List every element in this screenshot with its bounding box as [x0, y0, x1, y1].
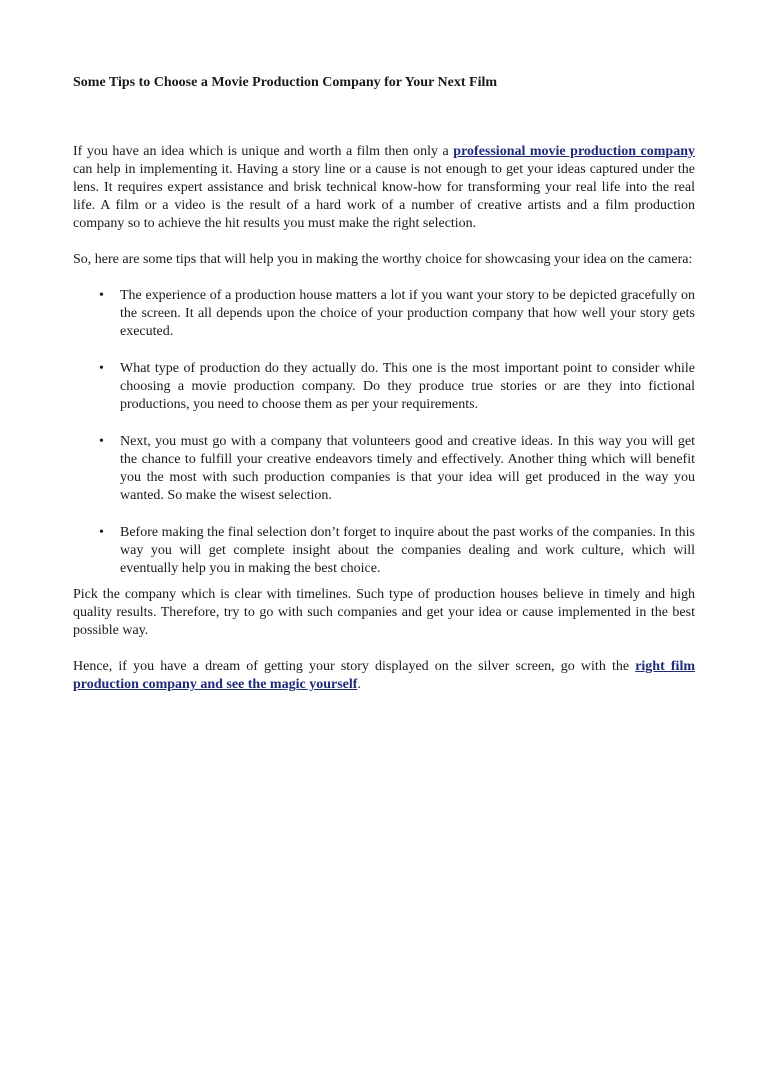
- tip-text: What type of production do they actually do. This one is the most important point to consider while choosing a movie production company. Do they produce true stories or are they into fictional productions, you need to choose them as per your requirements.: [120, 361, 695, 412]
- bullet-icon: •: [99, 288, 104, 303]
- intro-text-before-link: If you have an idea which is unique and worth a film then only a: [73, 144, 454, 159]
- final-text-after-link: .: [357, 677, 361, 692]
- final-text-before-link: Hence, if you have a dream of getting your story displayed on the silver screen, go with the: [73, 659, 636, 674]
- tip-text: Before making the final selection don’t forget to inquire about the past works of the companies. In this way you will get complete insight about the companies dealing and work culture, which will eventually help you in making the best choice.: [120, 525, 695, 576]
- tip-text: Next, you must go with a company that volunteers good and creative ideas. In this way you will get the chance to fulfill your creative endeavors timely and effectively. Another thing which will benefit you the most with such production companies is that your idea will get produced in the way you wanted. So make the wisest selection.: [120, 434, 695, 503]
- intro-text-after-link: can help in implementing it. Having a story line or a cause is not enough to get your ideas captured under the lens. It requires expert assistance and brisk technical know-how for transforming your real life into the real life. A film or a video is the result of a hard work of a number of creative artists and a film production company so to achieve the hit results you must make the right selection.: [73, 162, 695, 231]
- right-film-production-company-link[interactable]: right film production company and see the magic yourself: [73, 659, 695, 692]
- tips-list: [73, 287, 695, 578]
- professional-movie-production-company-link[interactable]: professional movie production company: [453, 144, 695, 159]
- document-title: Some Tips to Choose a Movie Production Company for Your Next Film: [73, 75, 498, 90]
- closing-paragraph: Pick the company which is clear with timelines. Such type of production houses believe in timely and high quality results. Therefore, try to go with such companies and get your idea or cause implemented in the best possible way.: [73, 587, 695, 638]
- tip-item: [73, 433, 695, 505]
- document-content: [73, 72, 695, 694]
- lead-in-paragraph: So, here are some tips that will help you in making the worthy choice for showcasing your idea on the camera:: [73, 252, 693, 267]
- intro-paragraph: [73, 143, 695, 233]
- bullet-icon: •: [99, 434, 104, 449]
- tip-text: The experience of a production house matters a lot if you want your story to be depicted gracefully on the screen. It all depends upon the choice of your production company that how well your story gets executed.: [120, 288, 695, 339]
- bullet-icon: •: [99, 525, 104, 540]
- tip-item: [73, 360, 695, 414]
- tip-item: [73, 524, 695, 578]
- bullet-icon: •: [99, 361, 104, 376]
- tip-item: [73, 287, 695, 341]
- final-paragraph: [73, 658, 695, 694]
